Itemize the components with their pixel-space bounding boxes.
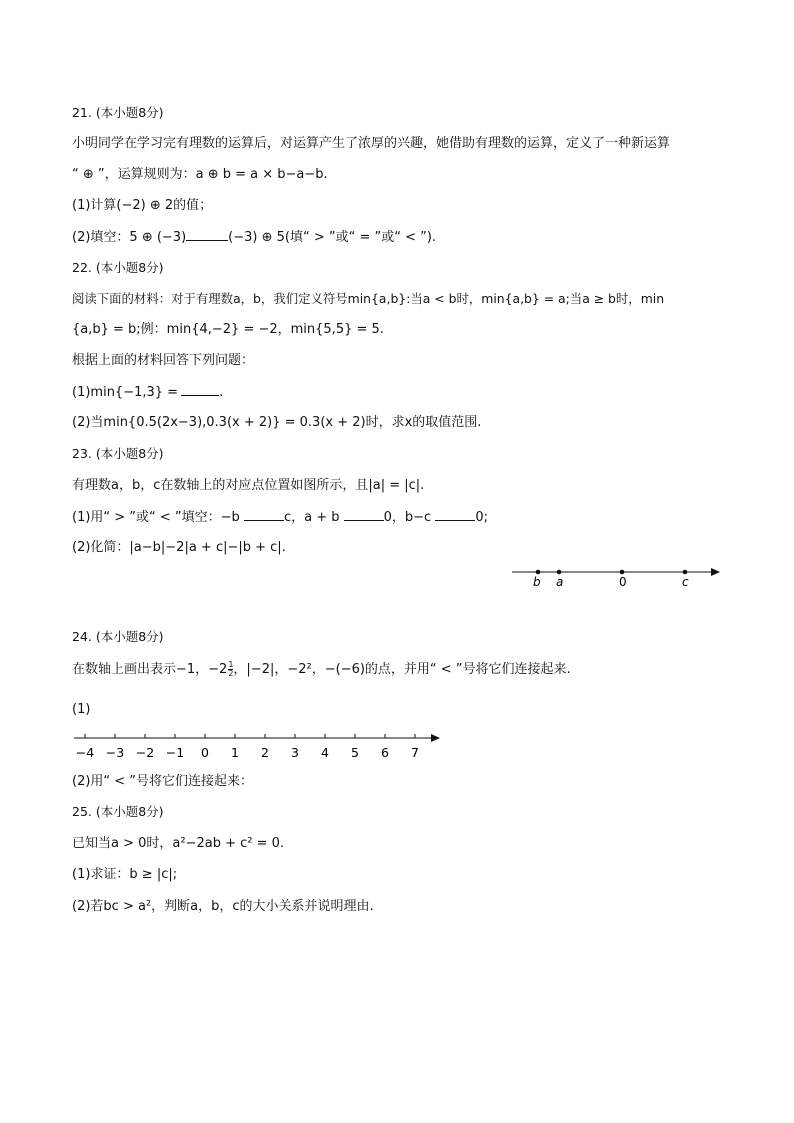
q23-part1-c: 0，b−c: [383, 510, 432, 525]
q24-header: 24. (本小题8分): [72, 629, 164, 644]
q22-header: 22. (本小题8分): [72, 260, 164, 275]
q21-text-line1: 小明同学在学习完有理数的运算后，对运算产生了浓厚的兴趣，她借助有理数的运算，定义了一种新运算: [72, 136, 671, 151]
q22-text-line2: {a,b} = b;例：min{4,−2} = −2，min{5,5} = 5.: [72, 322, 384, 337]
answer-blank: [244, 508, 284, 521]
q21-header: 21. (本小题8分): [72, 105, 164, 120]
tick-label: −2: [135, 745, 155, 760]
q22-part1: [72, 383, 223, 402]
point-label-b: b: [533, 575, 541, 589]
q25-part2: (2)若bc > a²，判断a，b，c的大小关系并说明理由.: [72, 899, 374, 914]
q21-part2: [72, 228, 436, 247]
point-label-c: c: [682, 575, 689, 589]
q21-text-line2: “ ⊕ ”，运算规则为：a ⊕ b = a × b−a−b.: [72, 167, 328, 182]
tick-label: 3: [291, 745, 299, 760]
q23-part1-a: (1)用“ > ”或“ < ”填空：−b: [72, 510, 240, 525]
axis-arrow: [431, 734, 440, 742]
q23-number-line: [500, 560, 730, 592]
q22-part2: (2)当min{0.5(2x−3),0.3(x + 2)} = 0.3(x + 2)时，求x的取值范围.: [72, 415, 482, 430]
q24-line1-pre: 在数轴上画出表示−1，−2: [72, 662, 228, 677]
q23-part1-d: 0;: [475, 510, 489, 525]
q23-text-line1: 有理数a，b，c在数轴上的对应点位置如图所示，且|a| = |c|.: [72, 478, 425, 493]
tick-label: −1: [165, 745, 185, 760]
q24-part1: (1): [72, 702, 91, 717]
point-c: [683, 570, 688, 575]
q24-text-line1: [72, 661, 571, 679]
point-label-a: a: [556, 575, 564, 589]
tick-label: −3: [105, 745, 125, 760]
answer-blank: [181, 383, 219, 396]
q21-part2-pre: (2)填空：5 ⊕ (−3): [72, 230, 187, 245]
q22-text-line1: 阅读下面的材料：对于有理数a，b，我们定义符号min{a,b}:当a < b时，min{a,b} = a;当a ≥ b时，min: [72, 291, 665, 306]
q23-part1-b: c，a + b: [283, 510, 340, 525]
answer-blank: [344, 508, 384, 521]
q23-part1: [72, 508, 488, 527]
q24-line1-post: ，|−2|，−2²，−(−6)的点，并用“ < ”号将它们连接起来.: [233, 662, 571, 677]
tick-label: 1: [231, 745, 239, 760]
tick-label: 4: [321, 745, 329, 760]
point-a: [557, 570, 562, 575]
q23-part2: (2)化简：|a−b|−2|a + c|−|b + c|.: [72, 540, 286, 555]
q25-text-line1: 已知当a > 0时，a²−2ab + c² = 0.: [72, 836, 285, 851]
q24-part2: (2)用“ < ”号将它们连接起来：: [72, 774, 254, 789]
answer-blank: [435, 508, 475, 521]
tick-label: 7: [411, 745, 419, 760]
tick-label: 2: [261, 745, 269, 760]
q25-part1: (1)求证：b ≥ |c|;: [72, 867, 178, 882]
tick-label: 6: [381, 745, 389, 760]
fraction-numerator: 1: [228, 660, 234, 669]
q22-part1-post: .: [219, 385, 224, 400]
point-0: [620, 570, 625, 575]
answer-blank: [186, 228, 228, 241]
fraction-denominator: 2: [228, 669, 234, 678]
tick-label: −4: [75, 745, 95, 760]
q25-header: 25. (本小题8分): [72, 804, 164, 819]
point-b: [536, 570, 541, 575]
q23-header: 23. (本小题8分): [72, 446, 164, 461]
tick-label: 5: [351, 745, 359, 760]
axis-arrow: [711, 568, 720, 576]
q24-number-line: [70, 726, 450, 766]
q22-text-line3: 根据上面的材料回答下列问题：: [72, 353, 255, 368]
tick-label: 0: [201, 745, 209, 760]
q22-part1-pre: (1)min{−1,3} =: [72, 385, 179, 400]
q21-part2-post: (−3) ⊕ 5(填“ > ”或“ = ”或“ < ”).: [228, 230, 437, 245]
point-label-0: 0: [619, 575, 627, 589]
q21-part1: (1)计算(−2) ⊕ 2的值；: [72, 198, 213, 213]
